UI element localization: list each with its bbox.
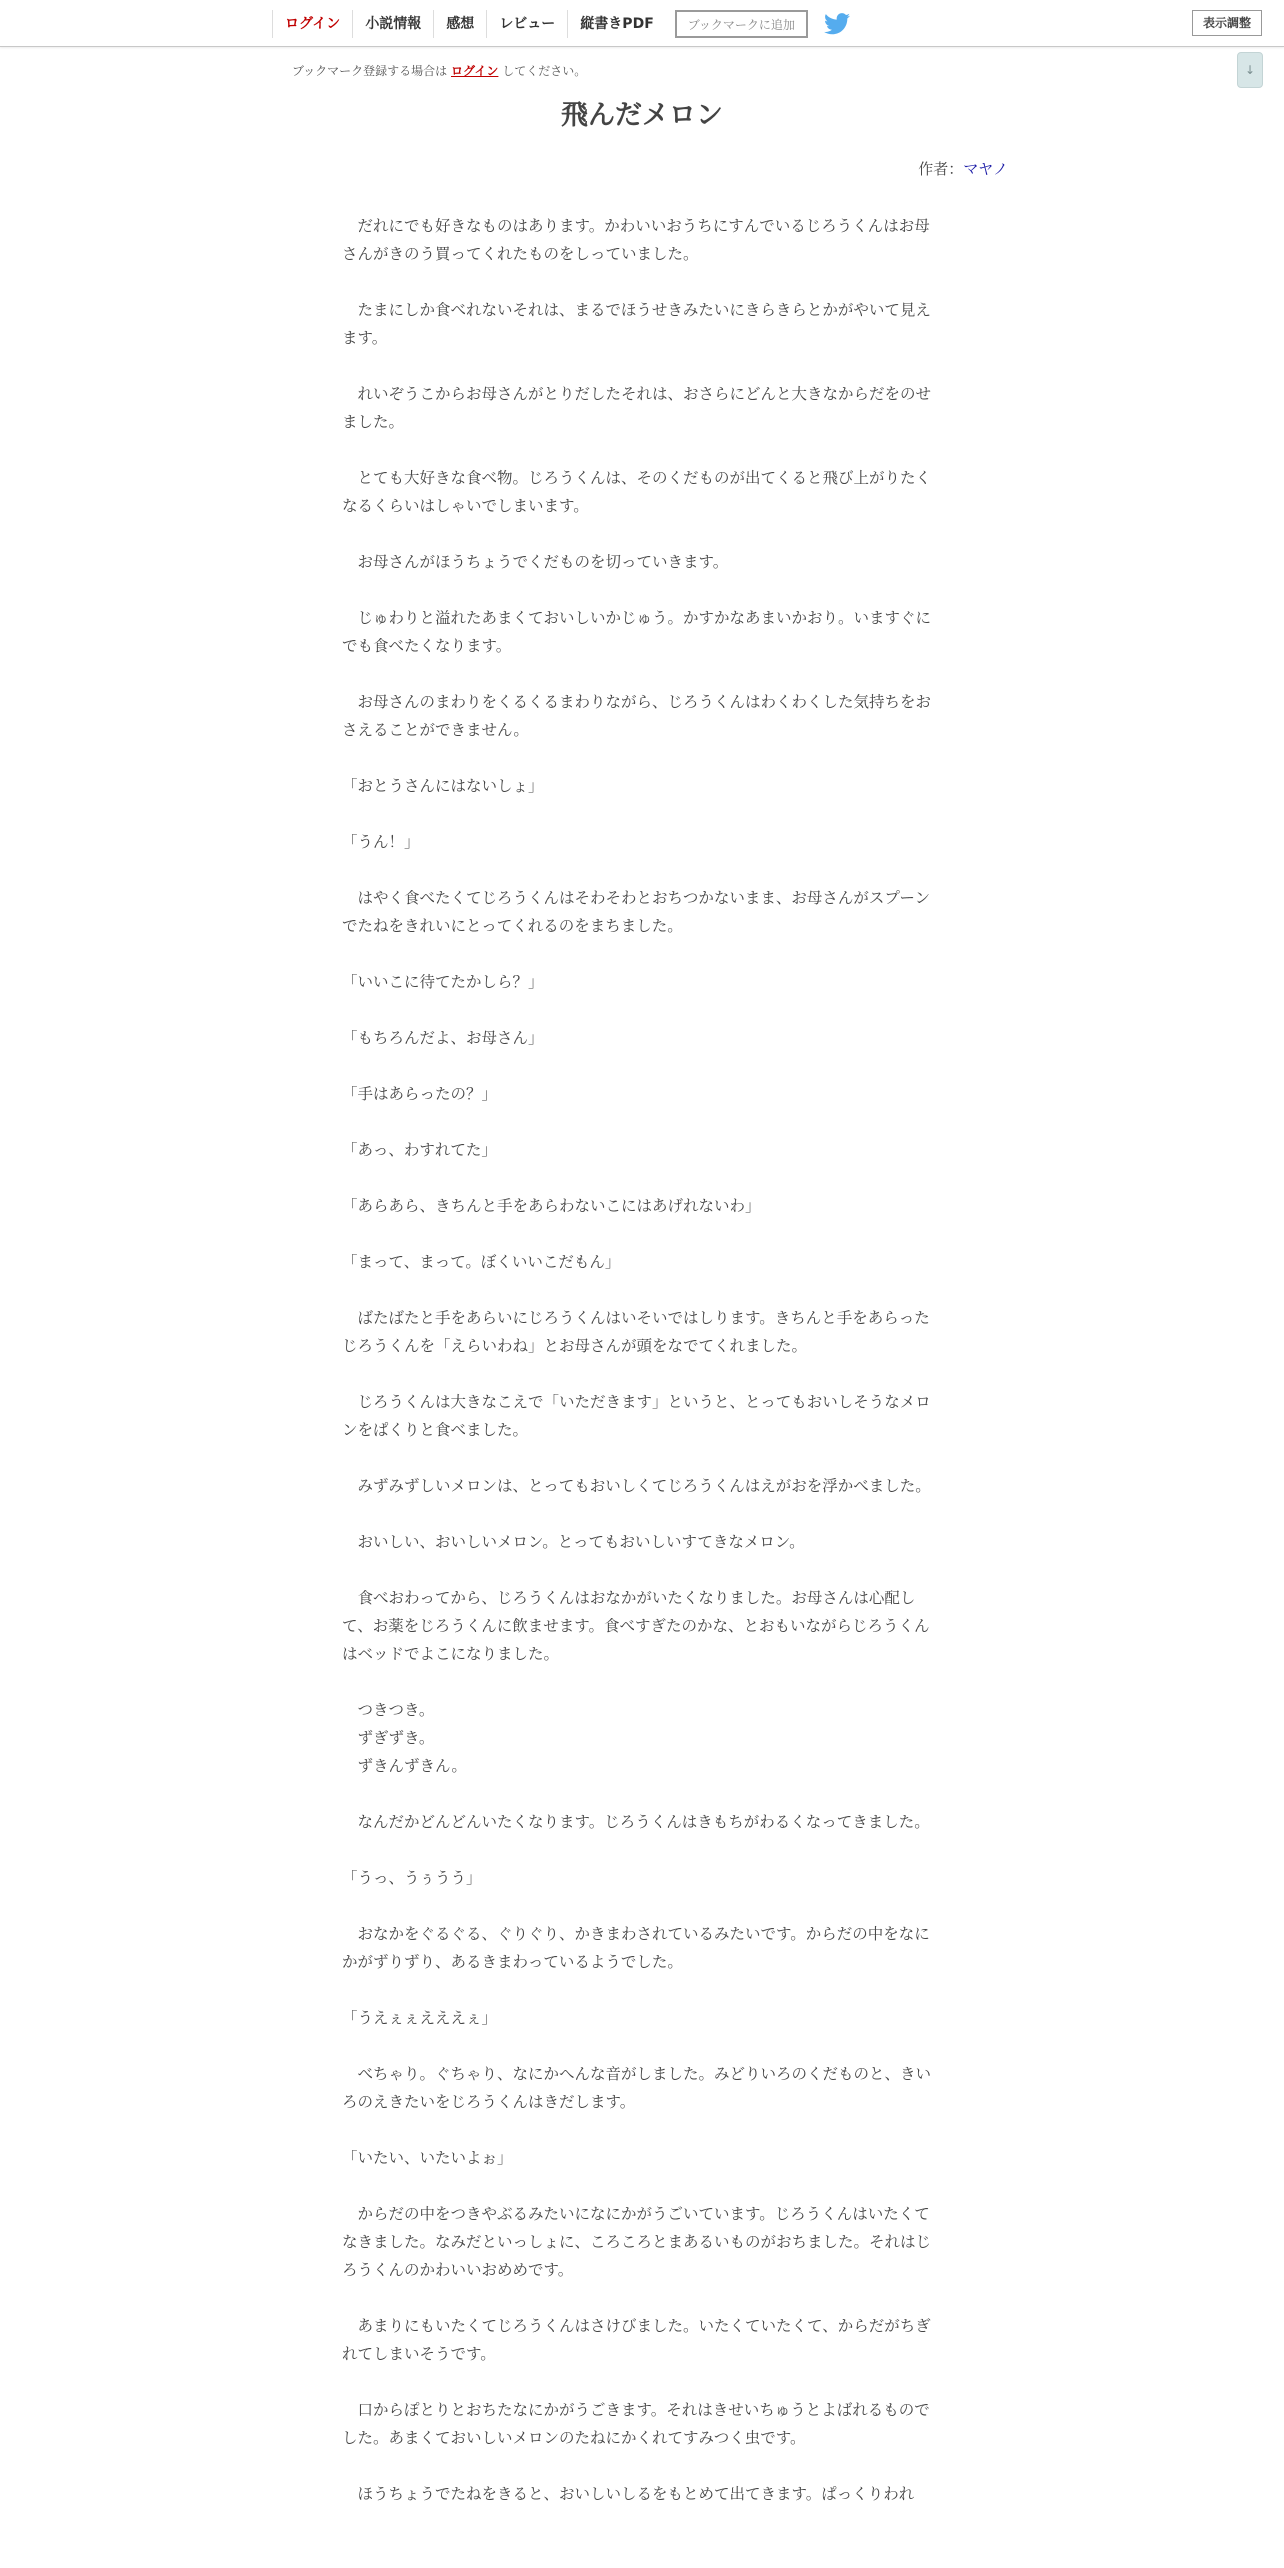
novel-paragraph: つきつき。 ずぎずき。 ずきんずきん。 — [342, 1701, 467, 1775]
notice-login-link[interactable]: ログイン — [451, 64, 499, 78]
novel-paragraph: なんだかどんどんいたくなります。じろうくんはきもちがわるくなってきました。 — [342, 1813, 930, 1831]
novel-paragraph: 「手はあらったの？」 — [342, 1085, 498, 1103]
novel-paragraph: じゅわりと溢れたあまくておいしいかじゅう。かすかなあまいかおり。いますぐにでも食べたくなります。 — [342, 609, 932, 655]
novel-paragraph: 「うん！」 — [342, 833, 420, 851]
novel-paragraph: だれにでも好きなものはあります。かわいいおうちにすんでいるじろうくんはお母さんがきのう買ってくれたものをしっていました。 — [342, 217, 930, 263]
novel-paragraph: お母さんがほうちょうでくだものを切っていきます。 — [342, 553, 729, 571]
novel-paragraph: 食べおわってから、じろうくんはおなかがいたくなりました。お母さんは心配して、お薬をじろうくんに飲ませます。食べすぎたのかな、とおもいながらじろうくんはベッドでよこになりました。 — [342, 1589, 930, 1663]
novel-paragraph: お母さんのまわりをくるくるまわりながら、じろうくんはわくわくした気持ちをおさえることができません。 — [342, 693, 932, 739]
novel-paragraph: ほうちょうでたねをきると、おいしいしるをもとめて出てきます。ぱっくりわれ — [342, 2485, 915, 2503]
novel-paragraph: べちゃり。ぐちゃり、なにかへんな音がしました。みどりいろのくだものと、きいろのえきたいをじろうくんはきだします。 — [342, 2065, 932, 2111]
novel-paragraph: おなかをぐるぐる、ぐりぐり、かきまわされているみたいです。からだの中をなにかがずりずり、あるきまわっているようでした。 — [342, 1925, 930, 1971]
nav-impressions[interactable]: 感想 — [433, 10, 486, 38]
top-header — [0, 0, 1284, 47]
novel-body — [342, 212, 942, 2536]
nav-novel-info[interactable]: 小説情報 — [352, 10, 433, 38]
author-line — [918, 158, 1008, 179]
top-nav — [272, 10, 850, 38]
bookmark-add-button[interactable]: ブックマークに追加 — [675, 10, 808, 38]
novel-paragraph: 「もちろんだよ、お母さん」 — [342, 1029, 544, 1047]
novel-paragraph: おいしい、おいしいメロン。とってもおいしいすてきなメロン。 — [342, 1533, 805, 1551]
novel-paragraph: 「うえぇぇえええぇ」 — [342, 2009, 498, 2027]
novel-paragraph: みずみずしいメロンは、とってもおいしくてじろうくんはえがおを浮かべました。 — [342, 1477, 931, 1495]
novel-paragraph: 「あらあら、きちんと手をあらわないこにはあげれないわ」 — [342, 1197, 761, 1215]
nav-vertical-pdf[interactable]: 縦書きPDF — [567, 10, 665, 38]
novel-paragraph: れいぞうこからお母さんがとりだしたそれは、おさらにどんと大きなからだをのせました。 — [342, 385, 932, 431]
login-notice — [292, 62, 586, 79]
novel-paragraph: 「いいこに待てたかしら？」 — [342, 973, 544, 991]
novel-paragraph: とても大好きな食べ物。じろうくんは、そのくだものが出てくると飛び上がりたくなるくらいはしゃいでしまいます。 — [342, 469, 932, 515]
nav-login[interactable]: ログイン — [272, 10, 352, 38]
novel-paragraph: たまにしか食べれないそれは、まるでほうせきみたいにきらきらとかがやいて見えます。 — [342, 301, 931, 347]
novel-paragraph: はやく食べたくてじろうくんはそわそわとおちつかないまま、お母さんがスプーンでたねをきれいにとってくれるのをまちました。 — [342, 889, 931, 935]
novel-paragraph: 「まって、まって。ぼくいいこだもん」 — [342, 1253, 621, 1271]
novel-paragraph: ばたばたと手をあらいにじろうくんはいそいではしります。きちんと手をあらったじろうくんを「えらいわね」とお母さんが頭をなでてくれました。 — [342, 1309, 930, 1355]
novel-paragraph: 「おとうさんにはないしょ」 — [342, 777, 544, 795]
novel-paragraph: 「いたい、いたいよぉ」 — [342, 2149, 513, 2167]
display-adjust-button[interactable]: 表示調整 — [1192, 10, 1262, 36]
novel-paragraph: あまりにもいたくてじろうくんはさけびました。いたくていたくて、からだがちぎれてしまいそうです。 — [342, 2317, 931, 2363]
nav-reviews[interactable]: レビュー — [486, 10, 567, 38]
novel-paragraph: 口からぽとりとおちたなにかがうごきます。それはきせいちゅうとよばれるものでした。あまくておいしいメロンのたねにかくれてすみつく虫です。 — [342, 2401, 930, 2447]
novel-paragraph: からだの中をつきやぶるみたいになにかがうごいています。じろうくんはいたくてなきました。なみだといっしょに、ころころとまあるいものがおちました。それはじろうくんのかわいいおめめです。 — [342, 2205, 932, 2279]
twitter-icon[interactable] — [824, 13, 850, 35]
novel-paragraph: じろうくんは大きなこえで「いただきます」というと、とってもおいしそうなメロンをぱくりと食べました。 — [342, 1393, 931, 1439]
scroll-down-tab[interactable]: ↓ — [1237, 52, 1263, 88]
novel-title: 飛んだメロン — [561, 100, 723, 131]
notice-suffix: してください。 — [502, 64, 587, 78]
notice-prefix: ブックマーク登録する場合は — [292, 64, 448, 78]
novel-paragraph: 「あっ、わすれてた」 — [342, 1141, 497, 1159]
author-prefix: 作者： — [918, 160, 964, 178]
author-link[interactable]: マヤノ — [963, 160, 1008, 178]
novel-paragraph: 「うっ、うぅうう」 — [342, 1869, 482, 1887]
